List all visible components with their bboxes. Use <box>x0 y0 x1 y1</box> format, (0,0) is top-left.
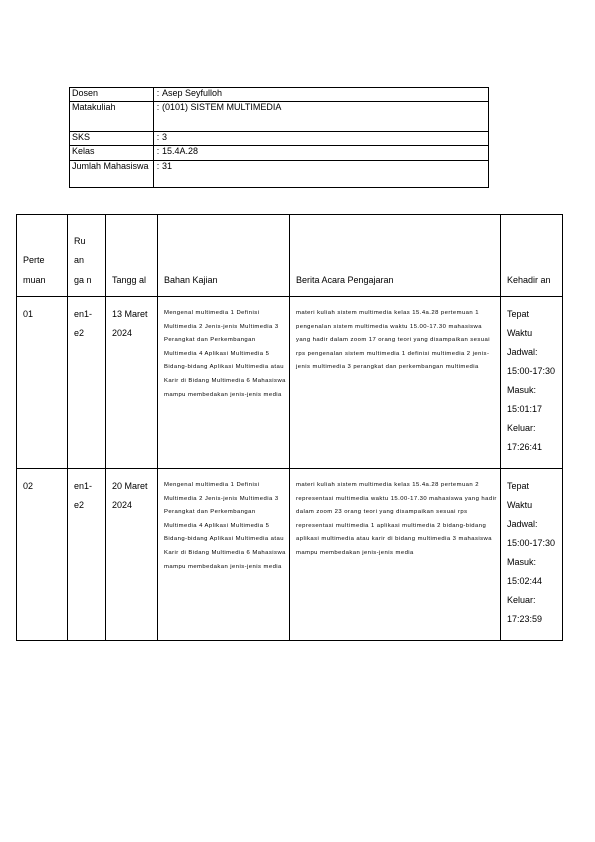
ruangan-cell: en1-e2 <box>68 469 106 641</box>
attendance-table <box>16 214 563 641</box>
info-row-dosen <box>70 88 489 102</box>
matakuliah-value-cell <box>154 102 489 132</box>
pertemuan-cell: 01 <box>17 297 68 469</box>
table-row <box>17 297 563 469</box>
kelas-value-cell <box>154 146 489 161</box>
header-ruangan: Ru an ga n <box>68 215 106 297</box>
ruangan-cell: en1-e2 <box>68 297 106 469</box>
colon: : <box>156 88 160 98</box>
jadwal-value: 15:00-17:30 <box>507 538 556 548</box>
kehadiran-status: Tepat Waktu <box>507 309 533 338</box>
berita-acara-cell: materi kuliah sistem multimedia kelas 15.4a.28 pertemuan 2 representasi multimedia waktu 15.00-17.30 mahasiswa yang hadir dalam zoom 23 orang teori yang disampaikan sesuai rps representasi multimedia 1 aplikasi multimedia 2 bidang-bidang aplikasi multimedia atau karir di bidang multimedia 3 mahasiswa mampu membedakan jenis-jenis media <box>290 469 501 641</box>
matakuliah-value: (0101) SISTEM MULTIMEDIA <box>162 102 282 112</box>
info-row-jumlah-mahasiswa <box>70 161 489 188</box>
bahan-kajian-cell: Mengenal multimedia 1 Definisi Multimedia 2 Jenis-jenis Multimedia 3 Perangkat dan Perkembangan Multimedia 4 Aplikasi Multimedia 5 Bidang-bidang Aplikasi Multimedia atau Karir di Bidang Multimedia 6 Mahasiswa mampu membedakan jenis-jenis media <box>158 297 290 469</box>
kehadiran-cell <box>501 469 563 641</box>
masuk-value: 15:02:44 <box>507 576 543 586</box>
jumlah-mahasiswa-value-cell <box>154 161 489 188</box>
masuk-value: 15:01:17 <box>507 404 543 414</box>
header-kehadiran: Kehadir an <box>501 215 563 297</box>
kelas-value: 15.4A.28 <box>162 146 199 156</box>
bahan-kajian-cell: Mengenal multimedia 1 Definisi Multimedia 2 Jenis-jenis Multimedia 3 Perangkat dan Perkembangan Multimedia 4 Aplikasi Multimedia 5 Bidang-bidang Aplikasi Multimedia atau Karir di Bidang Multimedia 6 Mahasiswa mampu membedakan jenis-jenis media <box>158 469 290 641</box>
tanggal-cell: 20 Maret 2024 <box>106 469 158 641</box>
jadwal-label: Jadwal: <box>507 519 538 529</box>
header-pertemuan: Perte muan <box>17 215 68 297</box>
table-row <box>17 469 563 641</box>
course-info-table <box>69 87 489 188</box>
jadwal-value: 15:00-17:30 <box>507 366 556 376</box>
keluar-label: Keluar: <box>507 423 536 433</box>
info-row-kelas <box>70 146 489 161</box>
colon: : <box>156 146 160 156</box>
info-row-matakuliah <box>70 102 489 132</box>
dosen-value-cell <box>154 88 489 102</box>
colon: : <box>156 161 160 171</box>
pertemuan-cell: 02 <box>17 469 68 641</box>
jadwal-label: Jadwal: <box>507 347 538 357</box>
colon: : <box>156 102 160 112</box>
jumlah-mahasiswa-value: 31 <box>162 161 173 171</box>
kehadiran-cell <box>501 297 563 469</box>
berita-acara-cell: materi kuliah sistem multimedia kelas 15.4a.28 pertemuan 1 pengenalan sistem multimedia waktu 15.00-17.30 mahasiswa yang hadir dalam zoom 17 orang teori yang disampaikan sesuai rps pengenalan sistem multimedia 1 definisi multimedia 2 jenis-jenis multimedia 3 perangkat dan perkembangan multimedia <box>290 297 501 469</box>
keluar-label: Keluar: <box>507 595 536 605</box>
sks-value-cell <box>154 132 489 146</box>
tanggal-cell: 13 Maret 2024 <box>106 297 158 469</box>
attendance-header-row <box>17 215 563 297</box>
masuk-label: Masuk: <box>507 557 537 567</box>
kelas-label: Kelas <box>70 146 154 161</box>
keluar-value: 17:23:59 <box>507 614 543 624</box>
matakuliah-label: Matakuliah <box>70 102 154 132</box>
jumlah-mahasiswa-label: Jumlah Mahasiswa <box>70 161 154 188</box>
info-row-sks <box>70 132 489 146</box>
keluar-value: 17:26:41 <box>507 442 543 452</box>
dosen-value: Asep Seyfulloh <box>162 88 223 98</box>
header-berita-acara: Berita Acara Pengajaran <box>290 215 501 297</box>
kehadiran-status: Tepat Waktu <box>507 481 533 510</box>
header-tanggal: Tangg al <box>106 215 158 297</box>
masuk-label: Masuk: <box>507 385 537 395</box>
dosen-label: Dosen <box>70 88 154 102</box>
sks-label: SKS <box>70 132 154 146</box>
colon: : <box>156 132 160 142</box>
sks-value: 3 <box>162 132 168 142</box>
header-bahan-kajian: Bahan Kajian <box>158 215 290 297</box>
